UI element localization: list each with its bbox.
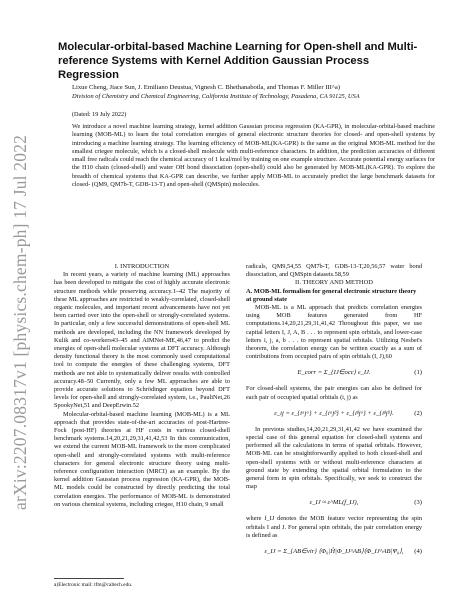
theory-paragraph-1: MOB-ML is a ML approach that predicts correlation energies using MOB features generated from HF computations.14,20,21,29,31,41,42 Throughout this paper, we use capital letters I, J, A, B . . . to represent spin orbitals, and lower-case letters i, j, a, b . . . to represent spatial orbitals. Utilizing Nesbet's theorem, the correlation energy can be written exactly as a sum of contributions from occupied pairs of spin orbitals (I, J),60 xyxy=(246,304,422,361)
author-list: Lixue Cheng, Jiace Sun, J. Emiliano Deustua, Vignesh C. Bhethanabotla, and Thomas F. Miller III^a) xyxy=(72,84,341,91)
arxiv-watermark xyxy=(8,134,30,510)
date-line: (Dated: 19 July 2022) xyxy=(72,111,127,118)
section-heading-introduction: I. INTRODUCTION xyxy=(114,263,170,270)
intro-paragraph-1: In recent years, a variety of machine learning (ML) approaches has been developed to mitigate the cost of highly accurate electronic structure methods while preserving accuracy.1–42 The majority of these ML approaches are restricted to weakly-correlated, closed-shell organic molecules, and important recent advancements have not yet been carried over into the open-shell or strongly-correlated systems. In particular, only a few successful demonstrations of open-shell ML methods are developed, including the NN framework developed by Kulik and co-workers43–45 and AIMNet-ME,46,47 to predict the energies of open-shell molecular systems at DFT accuracy. Although density functional theory is the most commonly used computational tool to compute the energies of these challenging systems, DFT methods are not able to systematically deliver results with controlled accuracy.48–50 Currently, only a few ML approaches are able to provide accurate solutions to Schrödinger equation beyond DFT levels for open-shell and strongly-correlated system, i.e., PauliNet,26 SpookyNet,51 and DeepErwin.52 xyxy=(54,271,230,410)
left-column xyxy=(54,263,230,509)
equation-1 xyxy=(246,366,422,380)
equation-2-number: (2) xyxy=(414,409,422,417)
equation-3-body: ε_IJ ≈ ε^ML(f_IJ), xyxy=(309,499,359,507)
arxiv-id: arXiv:2207.08317v1 [physics.chem-ph] 17 Jul 2022 xyxy=(10,134,30,510)
equation-1-number: (1) xyxy=(414,369,422,377)
equation-4-number: (4) xyxy=(414,548,422,556)
subsection-heading-mobml: A. MOB-ML formalism for general electronic structure theory at ground state xyxy=(246,287,417,303)
equation-4 xyxy=(246,545,422,559)
theory-paragraph-4: where f_IJ denotes the MOB feature vector representing the spin orbitals I and J. For general spin orbitals, the pair correlation energy is defined as xyxy=(246,515,422,539)
section-heading-theory: II. THEORY AND METHOD xyxy=(295,279,373,287)
equation-3 xyxy=(246,496,422,510)
intro-paragraph-2: Molecular-orbital-based machine learning (MOB-ML) is a ML approach that provides state-of-the-art accuracies of post-Hartree-Fock (post-HF) theories at HF costs in various closed-shell benchmark systems.14,20,21,29,31,41,42,53 In this communication, we extend the current MOB-ML framework to the more complicated open-shell and strongly-correlated systems with multi-reference characters for general electronic structure theory using multi-reference configuration interaction (MRCI) as an example. By the kernel addition Gaussian process regression (KA-GPR), the MOB-ML models could be constructed by directly predicting the total correlation energies. The performance of MOB-ML is demonstrated on various chemical systems, including criegee, H10 chain, 9 small xyxy=(54,410,230,508)
equation-1-body: E_corr = Σ_{IJ∈occ} ε_IJ. xyxy=(297,369,371,377)
equation-3-number: (3) xyxy=(414,499,422,507)
affiliation: Division of Chemistry and Chemical Engineering, California Institute of Technology, Pasadena, CA 91125, USA xyxy=(72,93,360,100)
equation-2-body: ε_ij = ε_{iᵅjᵅ} + ε_{iᵅjᵝ} + ε_{iᵝjᵅ} + ε_{iᵝjᵝ}. xyxy=(274,409,394,417)
paper-title: Molecular-orbital-based Machine Learning for Open-shell and Multi-reference Systems with Kernel Addition Gaussian Process Regression xyxy=(58,41,418,81)
abstract: We introduce a novel machine learning strategy, kernel addition Gaussian process regression (KA-GPR), in molecular-orbital-based machine learning (MOB-ML) to learn the total correlation energies of general electronic structure theories for closed- and open-shell systems by introducing a machine learning strategy. The learning efficiency of MOB-ML(KA-GPR) is the same as the original MOB-ML method for the smallest criegee molecule, which is a closed-shell molecule with multi-reference characters. In addition, the prediction accuracies of different small free radicals could reach the chemical accuracy of 1 kcal/mol by training on one example structure. Accurate potential energy surfaces for the H10 chain (closed-shell) and water OH bond dissociation (open-shell) could also be generated by MOB-ML(KA-GPR). To explore the breadth of chemical systems that KA-GPR can describe, we further apply MOB-ML to accurately predict the large benchmark datasets for closed- (QM9, QM7b-T, GDB-13-T) and open-shell (QMSpin) molecules. xyxy=(72,123,435,189)
footnote-rule xyxy=(54,578,124,579)
right-column xyxy=(246,263,422,564)
theory-paragraph-2: For closed-shell systems, the pair energies can also be defined for each pair of occupied spatial orbitals (i, j) as xyxy=(246,385,422,401)
theory-paragraph-3: In previous studies,14,20,21,29,31,41,42 we have examined the special case of this general equation for closed-shell systems and performed all the calculations in terms of spatial orbitals. However, MOB-ML can be straightforwardly applied to both closed-shell and open-shell systems with or without multi-reference characters at ground state by extending the spatial orbital formulation to the general form in spin orbitals. Specifically, we seek to construct the map xyxy=(246,425,422,491)
equation-2 xyxy=(246,407,422,421)
intro-paragraph-continued: radicals, QM9,54,55 QM7b-T, GDB-13-T,20,56,57 water bond dissociation, and QMSpin datasets.58,59 xyxy=(246,263,422,279)
footnote: a)Electronic mail: tfm@caltech.edu. xyxy=(54,582,133,588)
equation-4-body: ε_IJ = Σ_{AB∈vir} ⟨Φ₀|Ĥ|Φ_IJ^AB⟩⟨Φ_IJ^AB|Ψ₀⟩, xyxy=(264,548,404,556)
